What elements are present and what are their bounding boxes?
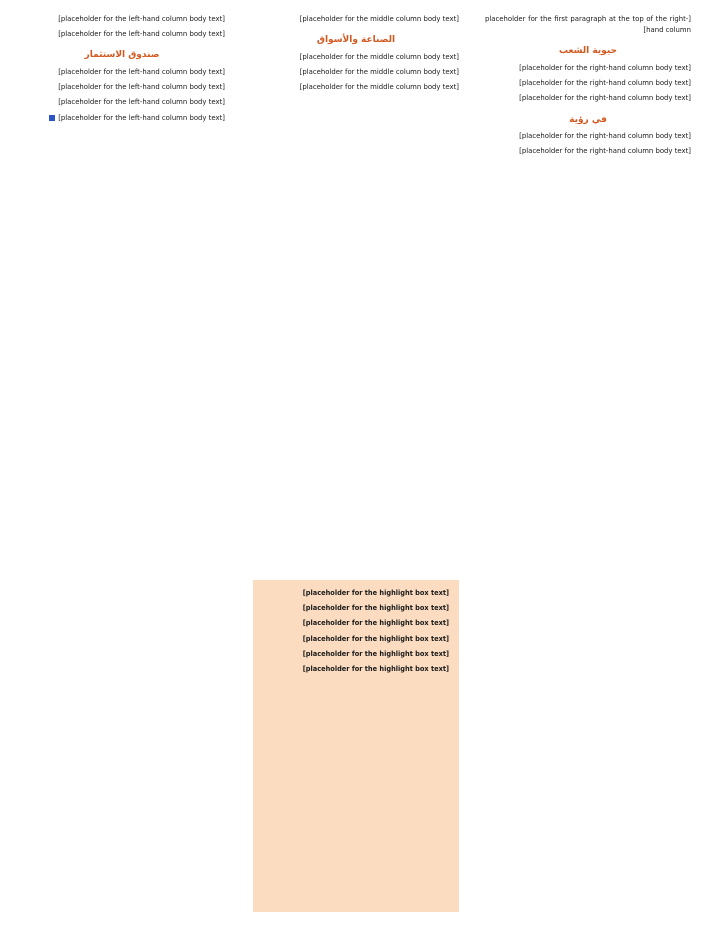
- end-mark-icon: [49, 115, 55, 121]
- paragraph: [placeholder for the right-hand column body text]: [519, 94, 691, 103]
- section-heading: الصناعة والأسواق: [316, 35, 396, 46]
- paragraph: [placeholder for the middle column body text]: [299, 67, 459, 76]
- column-left: [19, 14, 225, 924]
- paragraph: [placeholder for the right-hand column body text]: [519, 63, 691, 72]
- paragraph: [placeholder for the middle column body text]: [299, 83, 459, 92]
- section-heading: صندوق الاستثمار: [84, 50, 160, 61]
- paragraph: [placeholder for the right-hand column body text]: [519, 147, 691, 156]
- paragraph: [placeholder for the left-hand column body text]: [58, 83, 225, 92]
- paragraph: [placeholder for the left-hand column body text]: [58, 98, 225, 107]
- box-paragraph: [placeholder for the highlight box text]: [302, 665, 449, 674]
- paragraph: [placeholder for the first paragraph at the top of the right-hand column]: [485, 15, 691, 35]
- highlight-box: [253, 580, 459, 912]
- section-heading: حيوية الشعب: [558, 46, 617, 57]
- paragraph: [placeholder for the right-hand column body text]: [519, 132, 691, 141]
- paragraph: [19, 113, 225, 124]
- paragraph: [placeholder for the left-hand column body text]: [58, 30, 225, 39]
- paragraph: [placeholder for the left-hand column body text]: [58, 67, 225, 76]
- column-middle: [253, 14, 459, 574]
- box-paragraph: [placeholder for the highlight box text]: [302, 649, 449, 658]
- paragraph: [placeholder for the left-hand column body text]: [58, 15, 225, 23]
- paragraph: [placeholder for the middle column body text]: [299, 52, 459, 61]
- box-paragraph: [placeholder for the highlight box text]: [302, 619, 449, 628]
- box-paragraph: [placeholder for the highlight box text]: [302, 589, 449, 597]
- column-right: [485, 14, 691, 924]
- section-heading: في رؤية: [569, 114, 607, 125]
- paragraph: [placeholder for the middle column body text]: [299, 15, 459, 23]
- box-paragraph: [placeholder for the highlight box text]: [302, 604, 449, 613]
- box-paragraph: [placeholder for the highlight box text]: [302, 634, 449, 643]
- paragraph: [placeholder for the right-hand column body text]: [519, 79, 691, 88]
- paragraph-text: [placeholder for the left-hand column body text]: [58, 113, 225, 122]
